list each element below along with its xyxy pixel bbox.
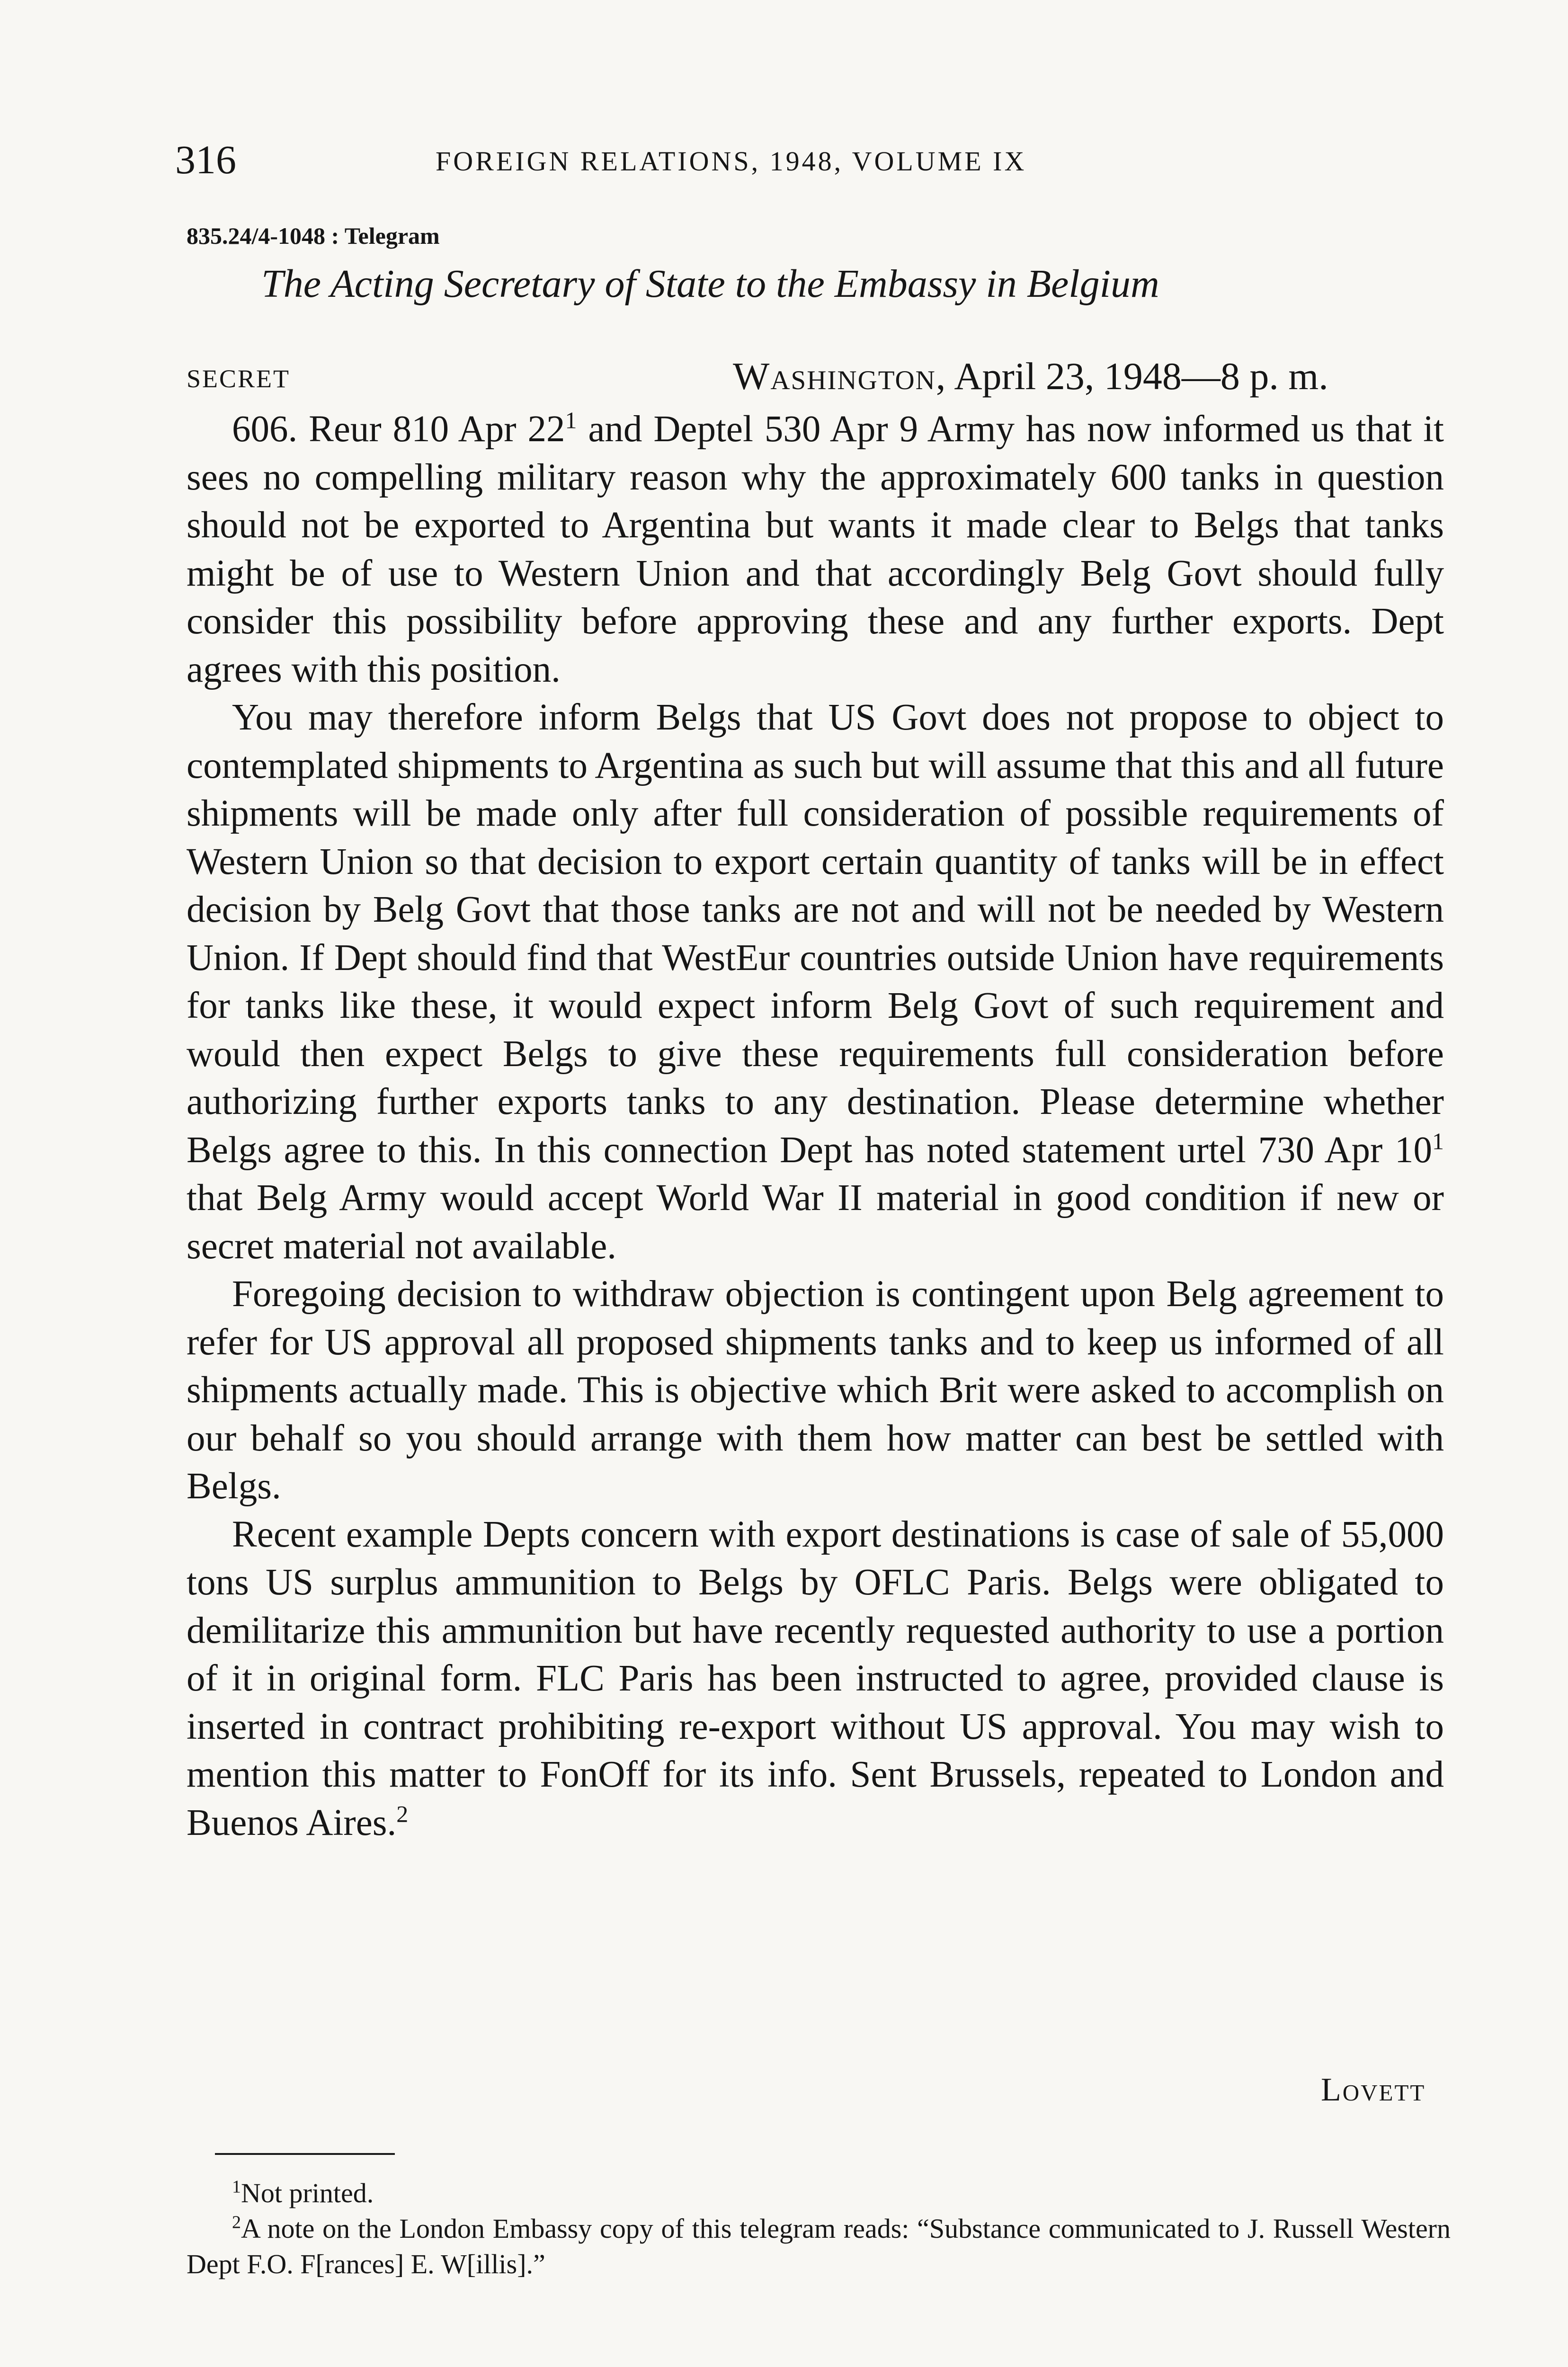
file-reference: 835.24/4-1048 : Telegram [187, 222, 440, 249]
document-title: The Acting Secretary of State to the Embassy in Belgium [261, 262, 1159, 306]
running-header [175, 133, 1368, 186]
paragraph-text: that Belg Army would accept World War II material in good condition if new or secret material not available. [187, 1177, 1444, 1267]
paragraph [187, 405, 1444, 694]
paragraph [187, 1511, 1444, 1847]
footnote-marker: 2 [396, 1800, 409, 1827]
paragraph [187, 694, 1444, 1270]
footnote-marker: 1 [565, 407, 577, 434]
footnote-text: A note on the London Embassy copy of this telegram reads: “Substance communicated to J. Russell Western Dept F.O. F[rances] E. W[illis].” [187, 2213, 1451, 2279]
footnote-text: Not printed. [241, 2178, 374, 2208]
dateline [733, 350, 1328, 402]
dateline-date: April 23, 1948—8 p. m. [946, 355, 1328, 398]
paragraph-text: Recent example Depts concern with export destinations is case of sale of 55,000 tons US surplus ammunition to Belgs by OFLC Paris. Belgs were obligated to demilitarize this ammunition but have recently requested authority to use a portion of it in original form. FLC Paris has been instructed to agree, provided clause is inserted in contract prohibiting re-export without US approval. You may wish to mention this matter to FonOff for its info. Sent Brussels, repeated to London and Buenos Aires. [187, 1513, 1444, 1843]
footnote-number: 1 [232, 2177, 241, 2197]
paragraph-text: Foregoing decision to withdraw objection is contingent upon Belg agreement to refer for US approval all proposed shipments tanks and to keep us informed of all shipments actually made. This is objective which Brit were asked to accomplish on our behalf so you should arrange with them how matter can best be settled with Belgs. [187, 1273, 1444, 1507]
footnote-divider [215, 2153, 395, 2155]
footnote-marker: 1 [1432, 1128, 1444, 1155]
paragraph-text: 606. Reur 810 Apr 22 [232, 409, 565, 450]
paragraph-text: You may therefore inform Belgs that US Govt does not propose to object to contemplated shipments to Argentina as such but will assume that this and all future shipments will be made only after full consideration of possible requirements of Western Union so that decision to export certain quantity of tanks will be in effect decision by Belg Govt that those tanks are not and will not be needed by Western Union. If Dept should find that WestEur countries outside Union have requirements for tanks like these, it would expect inform Belg Govt of such requirement and would then expect Belgs to give these requirements full consideration before authorizing further exports tanks to any destination. Please determine whether Belgs agree to this. In this connection Dept has noted statement urtel 730 Apr 10 [187, 697, 1444, 1171]
paragraph [187, 1270, 1444, 1511]
dateline-place: Washington, [733, 355, 947, 398]
footnotes [187, 2175, 1451, 2282]
page-number: 316 [175, 137, 236, 182]
footnote [187, 2211, 1451, 2282]
running-title: FOREIGN RELATIONS, 1948, VOLUME IX [436, 146, 1027, 177]
paragraph-text: and Deptel 530 Apr 9 Army has now informed us that it sees no compelling military reason why the approximately 600 tanks in question should not be exported to Argentina but wants it made clear to Belgs that tanks might be of use to Western Union and that accordingly Belg Govt should fully consider this possibility before approving these and any further exports. Dept agrees with this position. [187, 409, 1444, 690]
footnote [187, 2175, 1451, 2211]
signature: Lovett [1321, 2072, 1426, 2108]
classification-label: SECRET [187, 365, 291, 393]
telegram-body [187, 405, 1444, 1847]
footnote-number: 2 [232, 2212, 241, 2233]
